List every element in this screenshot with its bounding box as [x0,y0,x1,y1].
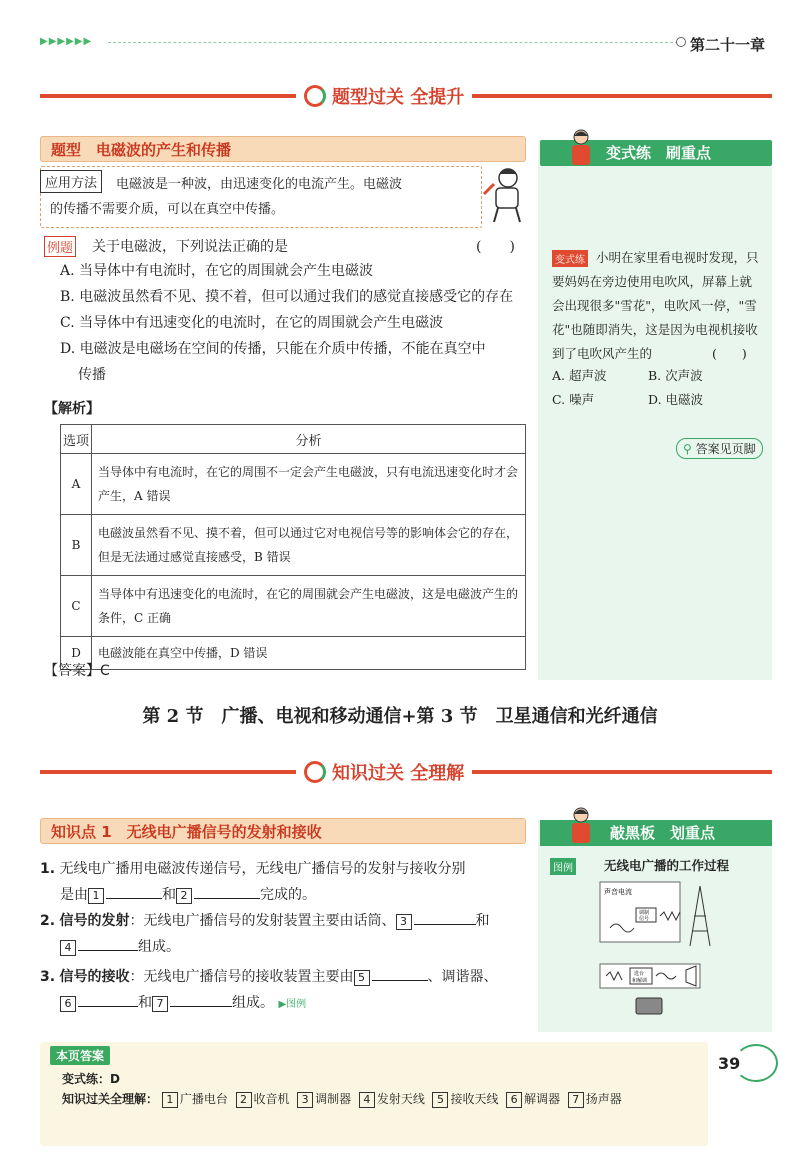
item-text: 完成的。 [260,887,316,903]
row-text: 当导体中有迅速变化的电流时，在它的周围就会产生电磁波，这是电磁波产生的条件，C 正确 [92,576,526,637]
row-key: D [61,637,92,670]
item-text: 是由 [60,887,88,903]
table-row [61,637,526,670]
answer-text: 调制器 [315,1092,352,1106]
method-label: 应用方法 [40,170,102,193]
answer-text: 接收天线 [450,1092,499,1106]
variant-paren: ( ) [712,346,747,361]
answer-footnote-text: 答案见页脚 [695,442,756,456]
variant-option-c: C. 噪声 [552,392,595,407]
banner-title: 知识过关 全理解 [332,763,465,784]
teacher-icon [566,128,596,166]
answers-knowledge [62,1090,622,1108]
variant-panel [538,140,772,680]
analysis-table [60,424,526,670]
item-bold: 信号的发射 [59,913,130,929]
item-text: 、调谐器、 [427,969,498,985]
item-text: ：无线电广播信号的发射装置主要由话筒、 [129,913,396,929]
section-title: 第 2 节 广播、电视和移动通信+第 3 节 卫星通信和光纤通信 [142,706,658,727]
fill-blank[interactable] [372,964,428,981]
fill-blank[interactable] [170,990,232,1007]
swirl-icon [304,85,326,107]
banner-knowledge [296,759,472,785]
page-number: 39 [718,1054,741,1073]
header-arrows: ▶▶▶▶▶▶ [40,36,93,47]
page-answers-tag: 本页答案 [50,1046,110,1065]
item-text: 无线电广播用电磁波传递信号，无线电广播信号的发射与接收分别 [59,861,466,877]
method-text-line1: 电磁波是一种波，由迅速变化的电流产生。电磁波 [116,177,403,192]
banner-question-types [296,83,472,109]
table-header-option: 选项 [61,425,92,454]
table-row [61,576,526,637]
answers-label: 知识过关全理解： [62,1092,159,1106]
teacher-icon [566,806,596,844]
blank-number: 7 [152,996,168,1012]
knowledge-point-header: 知识点 1 无线电广播信号的发射和接收 [40,818,526,844]
kp-item-2-line2 [60,932,550,962]
kp-item-3-line2 [60,988,550,1020]
type-header: 题型 电磁波的产生和传播 [40,136,526,162]
table-header-analysis: 分析 [92,425,526,454]
radio-broadcast-diagram [590,876,720,1022]
variant-option-b: B. 次声波 [648,368,703,383]
swirl-icon [304,761,326,783]
item-text: 和 [162,887,176,903]
variant-option-a: A. 超声波 [552,368,607,383]
item-number: 1. [40,861,56,877]
answer-number: 5 [432,1092,448,1108]
answers-variant: 变式练：D [62,1072,120,1086]
chapter-title: 第二十一章 [690,36,766,54]
row-key: B [61,515,92,576]
answer-text: 广播电台 [179,1092,228,1106]
diagram-title: 无线电广播的工作过程 [604,858,730,873]
diagram-label-demod: 和解调 [632,978,648,984]
option-c: C. 当导体中有迅速变化的电流时，在它的周围就会产生电磁波 [60,315,444,331]
diagram-label-tune: 选台 [634,971,645,977]
row-key: A [61,454,92,515]
banner-title: 题型过关 全提升 [332,87,465,108]
fill-blank[interactable] [194,882,260,899]
example-answer: 【答案】C [44,663,110,679]
variant-tag: 变式练 [552,250,588,267]
item-text: 组成。 [232,995,274,1011]
answer-number: 2 [236,1092,252,1108]
item-text: 和 [475,913,490,929]
variant-header: 变式练 刷重点 [540,140,772,166]
option-b: B. 电磁波虽然看不见、摸不着，但可以通过我们的感觉直接感受它的存在 [60,289,514,305]
answer-text: 扬声器 [585,1092,622,1106]
variant-question [552,246,764,366]
page-number-decoration [734,1044,778,1082]
fill-blank[interactable] [106,882,162,899]
answer-number: 6 [506,1092,522,1108]
blank-number: 1 [88,888,104,904]
example-label: 例题 [44,236,76,257]
option-a: A. 当导体中有电流时，在它的周围就会产生电磁波 [60,263,374,279]
fill-blank[interactable] [414,908,476,925]
header-circle-icon [676,37,686,47]
answer-number: 4 [359,1092,375,1108]
diagram-label-modulate: 调制 [639,910,650,916]
answer-number: 1 [162,1092,178,1108]
answer-footnote-link[interactable] [676,438,763,459]
fill-blank[interactable] [78,934,138,951]
option-d: D. 电磁波是电磁场在空间的传播，只能在介质中传播，不能在真空中 [60,341,486,357]
diagram-label-current: 声音电流 [604,888,632,896]
table-row [61,515,526,576]
fill-blank[interactable] [78,990,138,1007]
row-key: C [61,576,92,637]
option-d-cont: 传播 [78,367,106,383]
blank-number: 2 [176,888,192,904]
answer-number: 7 [568,1092,584,1108]
answer-number: 3 [297,1092,313,1108]
answer-text: 发射天线 [376,1092,425,1106]
row-text: 电磁波能在真空中传播，D 错误 [92,637,526,670]
answer-text: 收音机 [253,1092,290,1106]
board-header: 敲黑板 划重点 [540,820,772,846]
answer-text: 解调器 [524,1092,561,1106]
key-icon: ⚲ [683,442,692,456]
blank-number: 6 [60,996,76,1012]
blank-number: 4 [60,940,76,956]
row-text: 电磁波虽然看不见、摸不着，但可以通过它对电视信号等的影响体会它的存在，但是无法通过感觉直接感受，B 错误 [92,515,526,576]
variant-option-d: D. 电磁波 [648,392,704,407]
item-number: 3. [40,969,56,985]
figure-link[interactable]: ▶图例 [278,999,307,1010]
thinking-person-icon [482,164,528,226]
analysis-label: 【解析】 [44,401,100,417]
question-stem: 关于电磁波，下列说法正确的是 [92,239,288,255]
figure-tag: 图例 [550,858,576,875]
diagram-label-signal: 信号 [639,916,650,922]
row-text: 当导体中有电流时，在它的周围不一定会产生电磁波，只有电流迅速变化时才会产生，A 错误 [92,454,526,515]
item-number: 2. [40,913,56,929]
item-text: ：无线电广播信号的接收装置主要由 [129,969,354,985]
item-text: 和 [138,995,152,1011]
variant-question-text: 小明在家里看电视时发现，只要妈妈在旁边使用电吹风，屏幕上就会出现很多"雪花"，电吹风一停，"雪花"也随即消失，这是因为电视机接收到了电吹风产生的 [552,250,759,361]
item-bold: 信号的接收 [59,969,130,985]
header-divider [108,42,678,43]
table-row [61,454,526,515]
answer-paren: ( ) [476,239,515,255]
item-text: 组成。 [138,939,180,955]
blank-number: 5 [354,970,370,986]
blank-number: 3 [396,914,412,930]
method-text-line2: 的传播不需要介质，可以在真空中传播。 [50,202,285,217]
